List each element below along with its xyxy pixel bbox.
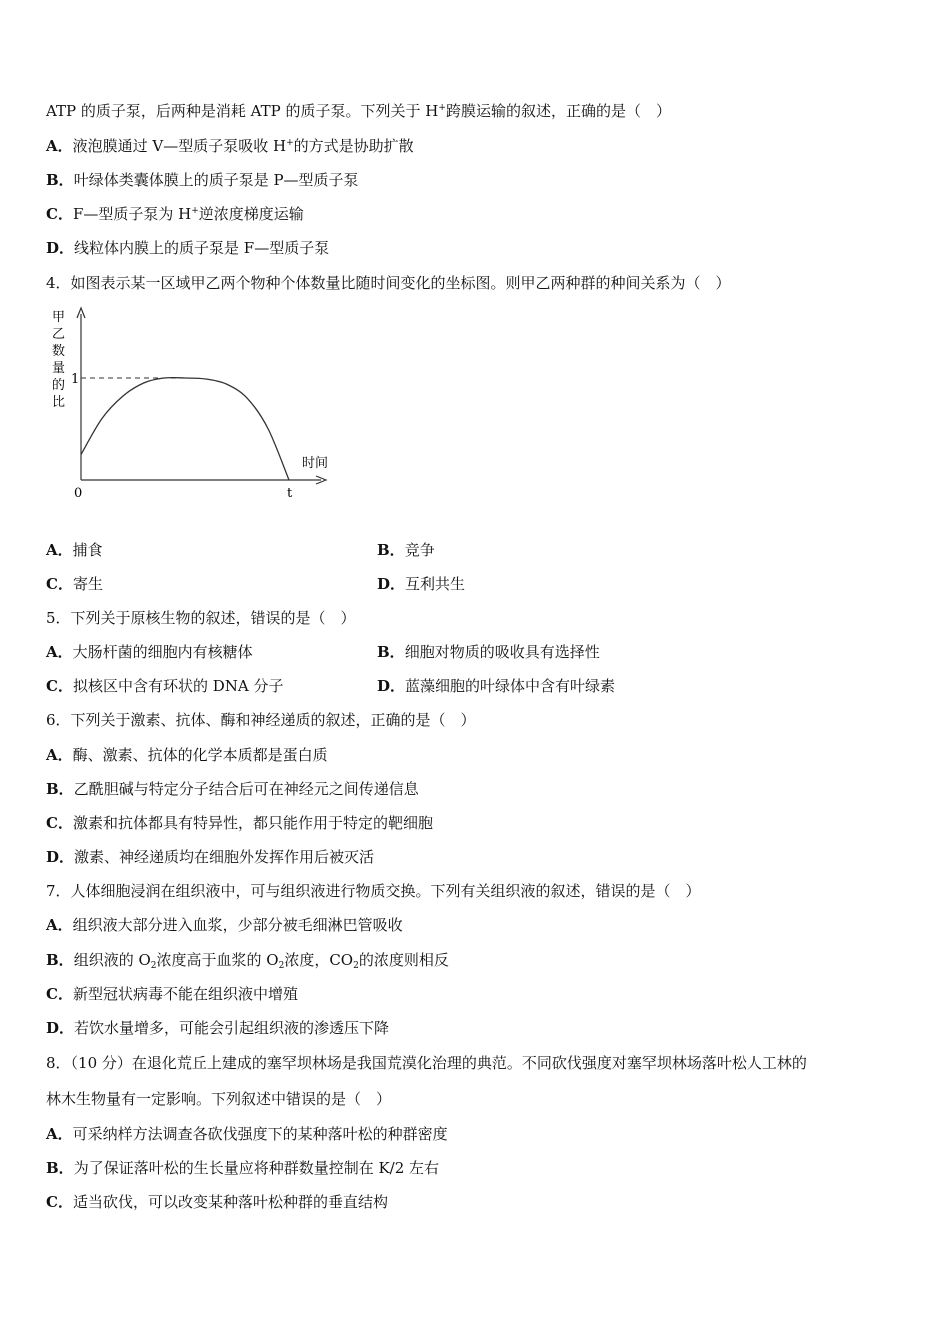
y-label-char: 量 xyxy=(52,361,66,376)
q4-option-b: B．竞争 xyxy=(377,541,435,559)
q4-option-d: D．互利共生 xyxy=(377,575,466,593)
q8-stem-line2: 林木生物量有一定影响。下列叙述中错误的是（ ） xyxy=(46,1090,392,1108)
q8-option-a: A．可采纳样方法调查各砍伐强度下的某种落叶松的种群密度 xyxy=(46,1125,448,1143)
q7-stem: 7．人体细胞浸润在组织液中，可与组织液进行物质交换。下列有关组织液的叙述，错误的是（ ） xyxy=(46,882,701,900)
q6-option-c: C．激素和抗体都具有特异性，都只能作用于特定的靶细胞 xyxy=(46,814,433,832)
y-label-char: 乙 xyxy=(52,327,66,342)
q7-option-c: C．新型冠状病毒不能在组织液中增殖 xyxy=(46,985,298,1003)
q3-stem: ATP 的质子泵，后两种是消耗 ATP 的质子泵。下列关于 H+跨膜运输的叙述，正确的是（ ） xyxy=(46,102,671,120)
population-ratio-graph xyxy=(46,302,346,507)
q3-option-a: A．液泡膜通过 V—型质子泵吸收 H+的方式是协助扩散 xyxy=(46,137,414,155)
q5-option-d: D．蓝藻细胞的叶绿体中含有叶绿素 xyxy=(377,677,616,695)
q6-option-b: B．乙酰胆碱与特定分子结合后可在神经元之间传递信息 xyxy=(46,780,419,798)
q7-option-b: B．组织液的 $O_2$浓度高于血浆的 $O_2$浓度，$CO_2$的浓度则相反 xyxy=(46,951,449,971)
q7-option-d: D．若饮水量增多，可能会引起组织液的渗透压下降 xyxy=(46,1019,390,1037)
q3-option-b: B．叶绿体类囊体膜上的质子泵是 P—型质子泵 xyxy=(46,171,359,189)
q5-option-b: B．细胞对物质的吸收具有选择性 xyxy=(377,643,600,661)
q6-stem: 6．下列关于激素、抗体、酶和神经递质的叙述，正确的是（ ） xyxy=(46,711,476,729)
q4-stem: 4．如图表示某一区域甲乙两个物种个体数量比随时间变化的坐标图。则甲乙两种群的种间关系为（ ） xyxy=(46,274,731,292)
q8-option-c: C．适当砍伐，可以改变某种落叶松种群的垂直结构 xyxy=(46,1193,388,1211)
x-axis-label: 时间 xyxy=(302,456,329,471)
q3-option-c: C．F—型质子泵为 H+逆浓度梯度运输 xyxy=(46,205,304,223)
q7-option-a: A．组织液大部分进入血浆，少部分被毛细淋巴管吸收 xyxy=(46,916,403,934)
y-label-char: 甲 xyxy=(52,310,66,325)
y-label-char: 的 xyxy=(52,378,66,393)
q3-option-d: D．线粒体内膜上的质子泵是 F—型质子泵 xyxy=(46,239,330,257)
q6-option-d: D．激素、神经递质均在细胞外发挥作用后被灭活 xyxy=(46,848,375,866)
x-tick-label: t xyxy=(287,486,293,501)
series-line xyxy=(81,378,289,480)
y-label-char: 比 xyxy=(52,395,66,410)
q5-option-c: C．拟核区中含有环状的 DNA 分子 xyxy=(46,677,284,695)
q5-option-a: A．大肠杆菌的细胞内有核糖体 xyxy=(46,643,253,661)
q4-option-c: C．寄生 xyxy=(46,575,103,593)
origin-label: 0 xyxy=(74,486,83,501)
y-tick-label: 1 xyxy=(71,372,80,387)
q6-option-a: A．酶、激素、抗体的化学本质都是蛋白质 xyxy=(46,746,328,764)
q8-stem-line1: 8．（10 分）在退化荒丘上建成的塞罕坝林场是我国荒漠化治理的典范。不同砍伐强度对塞罕坝林场落叶松人工林的 xyxy=(46,1054,807,1072)
y-label-char: 数 xyxy=(52,344,66,359)
q8-option-b: B．为了保证落叶松的生长量应将种群数量控制在 K/2 左右 xyxy=(46,1159,440,1177)
q5-stem: 5．下列关于原核生物的叙述，错误的是（ ） xyxy=(46,609,356,627)
y-axis-label xyxy=(52,310,65,410)
q4-option-a: A．捕食 xyxy=(46,541,103,559)
